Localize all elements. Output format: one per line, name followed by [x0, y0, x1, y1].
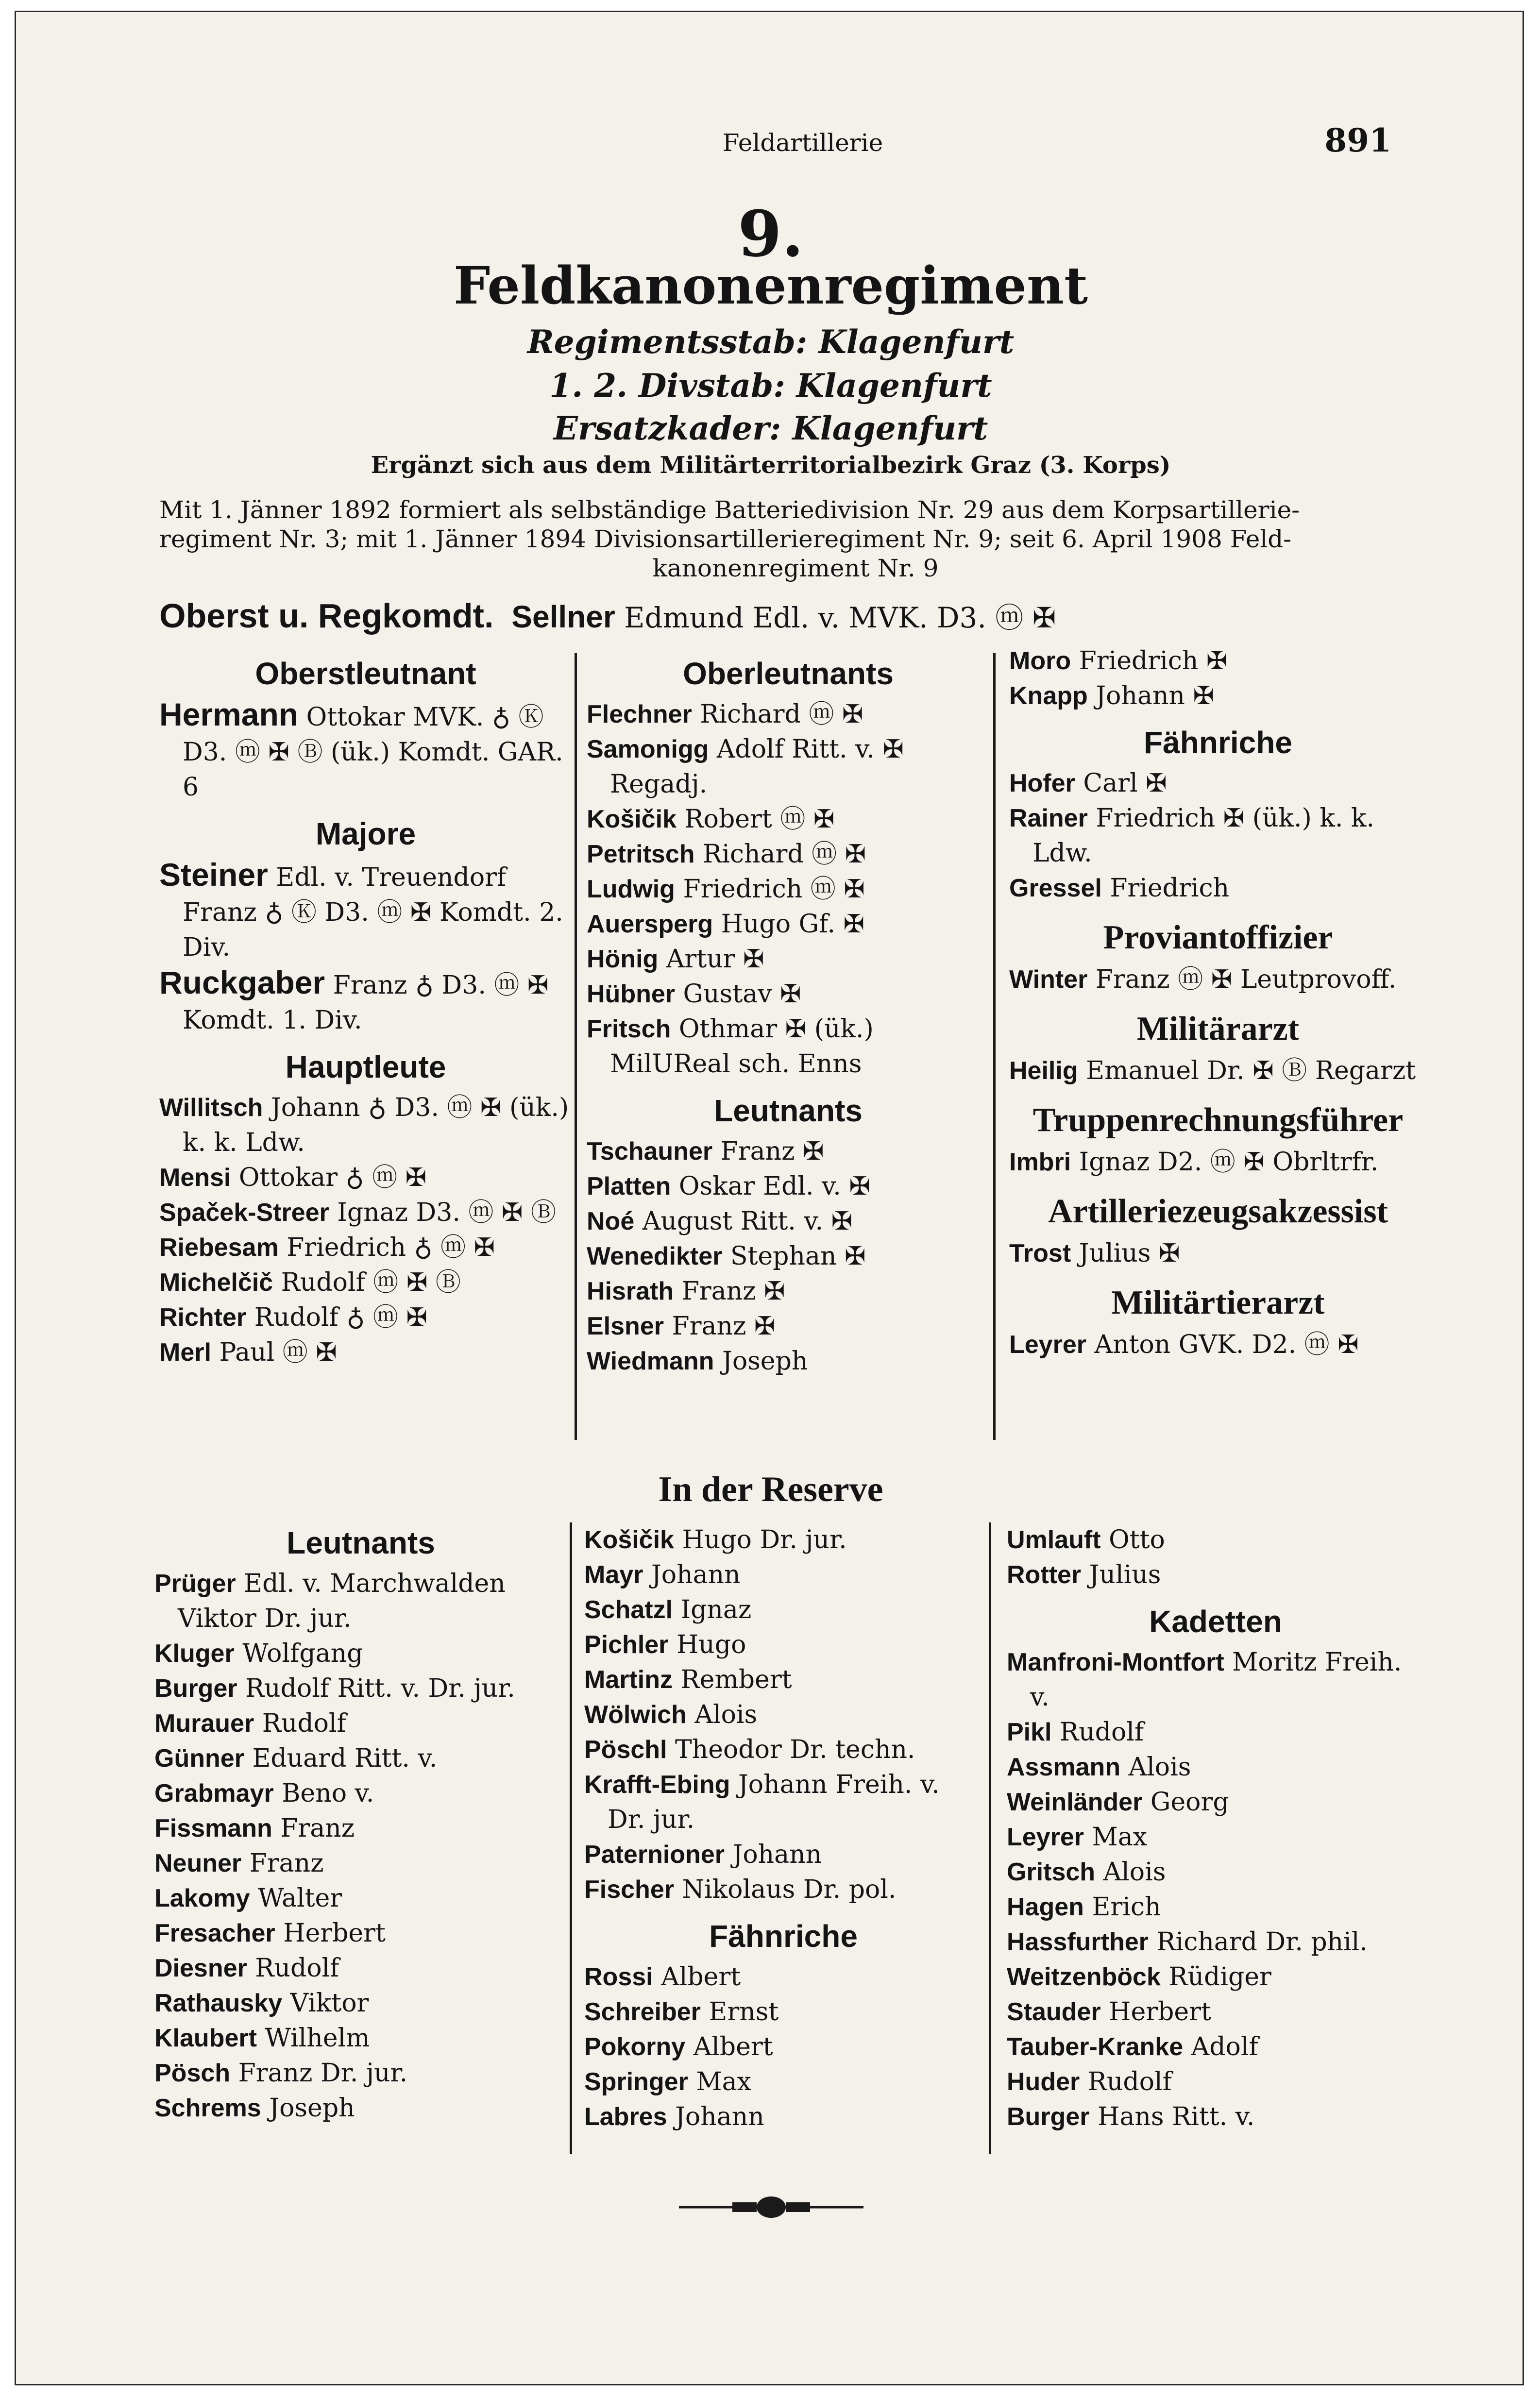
officer-entry: [587, 1274, 990, 1309]
officer-details: Viktor: [290, 1989, 369, 2018]
officer-entry: [1009, 1327, 1427, 1362]
officer-surname: Fresacher: [154, 1919, 275, 1947]
officer-entry: [154, 1811, 567, 1846]
officer-entry: [584, 1557, 982, 1592]
end-ornament: [679, 2193, 863, 2222]
officer-details: Max: [696, 2067, 751, 2096]
officer-entry: [587, 942, 990, 977]
officer-entry: [587, 802, 990, 837]
officer-details: Hans Ritt. v.: [1098, 2102, 1255, 2131]
officer-entry: [1007, 1750, 1424, 1785]
officer-details: Erich: [1092, 1892, 1161, 1922]
section-heading: Militärtierarzt: [1111, 1284, 1325, 1321]
officer-surname: Pichler: [584, 1631, 669, 1659]
officer-surname: Trost: [1009, 1239, 1071, 1267]
officer-surname: Ludwig: [587, 875, 675, 903]
officer-details: Georg: [1150, 1788, 1229, 1817]
officer-surname: Hisrath: [587, 1277, 674, 1305]
reserve-title: In der Reserve: [658, 1470, 883, 1509]
section-heading: Fähnriche: [709, 1919, 858, 1954]
officer-surname: Elsner: [587, 1312, 664, 1340]
officer-surname: Schrems: [154, 2094, 261, 2122]
history-line: Mit 1. Jänner 1892 formiert als selbständige Batteriedivision Nr. 29 aus dem Korpsartillerie-: [159, 496, 1300, 524]
section-heading: Truppenrechnungsführer: [1032, 1101, 1404, 1139]
officer-details: Gustav ✠: [683, 980, 801, 1009]
officer-details: Friedrich: [1110, 874, 1230, 903]
officer-details: Friedrich ♁ ⓜ ✠: [287, 1233, 495, 1262]
officer-surname: Auersperg: [587, 910, 713, 938]
officer-entry: [159, 697, 572, 805]
officer-details: Rembert: [680, 1665, 792, 1694]
officer-surname: Samonigg: [587, 735, 709, 763]
officer-details: Albert: [693, 2032, 773, 2061]
officer-entry: [584, 2029, 982, 2064]
officer-surname: Weinländer: [1007, 1788, 1143, 1816]
officer-details: Robert ⓜ ✠: [684, 805, 835, 834]
officer-details: Franz ♁ D3. ⓜ ✠ Komdt. 1. Div.: [183, 971, 549, 1035]
column-divider: [575, 653, 577, 1440]
book-page: [15, 11, 1524, 2385]
subtitle-regimentsstab: Regimentsstab: Klagenfurt: [527, 323, 1015, 361]
officer-details: Franz ✠: [672, 1312, 776, 1341]
officer-surname: Kluger: [154, 1639, 235, 1668]
history-line: regiment Nr. 3; mit 1. Jänner 1894 Divisionsartillerieregiment Nr. 9; seit 6. April 1908 Feld-: [159, 525, 1292, 553]
officer-surname: Huder: [1007, 2068, 1080, 2096]
active-column-1: [159, 653, 572, 1370]
officer-surname: Merl: [159, 1338, 211, 1367]
section-heading: Hauptleute: [285, 1049, 446, 1084]
supplement-note: Ergänzt sich aus dem Militärterritorialbezirk Graz (3. Korps): [371, 452, 1171, 479]
officer-surname: Pöschl: [584, 1736, 667, 1764]
section-heading: Proviantoffizier: [1103, 919, 1333, 956]
officer-details: Artur ✠: [666, 945, 764, 974]
officer-surname: Noé: [587, 1207, 635, 1235]
officer-surname: Hübner: [587, 980, 675, 1008]
officer-entry: [587, 1204, 990, 1239]
officer-surname: Paternioner: [584, 1841, 725, 1869]
officer-surname: Schatzl: [584, 1596, 673, 1624]
officer-entry: [1007, 2064, 1424, 2099]
officer-surname: Labres: [584, 2103, 667, 2131]
officer-surname: Springer: [584, 2068, 688, 2096]
section-heading: Leutnants: [287, 1525, 435, 1560]
officer-details: Rudolf: [262, 1709, 346, 1738]
officer-details: Richard ⓜ ✠: [700, 700, 863, 729]
officer-details: Rüdiger: [1168, 1962, 1271, 1992]
officer-details: Nikolaus Dr. pol.: [682, 1875, 897, 1904]
column-divider: [993, 653, 996, 1440]
officer-entry: [159, 1300, 572, 1335]
officer-details: Carl ✠: [1083, 769, 1167, 798]
officer-surname: Spaček-Streer: [159, 1199, 329, 1227]
officer-entry: [1009, 643, 1427, 678]
officer-details: Julius: [1089, 1560, 1161, 1589]
commander-line: [159, 595, 1056, 636]
officer-details: Richard ⓜ ✠: [703, 840, 866, 869]
officer-entry: [154, 2091, 567, 2126]
officer-details: Edl. v. Treuendorf Franz ♁ Ⓚ D3. ⓜ ✠ Komdt. 2. Div.: [183, 863, 563, 962]
officer-details: Julius ✠: [1079, 1239, 1180, 1268]
officer-entry: [587, 977, 990, 1012]
section-heading: Leutnants: [714, 1093, 863, 1128]
officer-surname: Neuner: [154, 1849, 242, 1877]
officer-surname: Steiner: [159, 857, 268, 893]
column-divider: [989, 1522, 991, 2154]
active-column-3: [1009, 643, 1427, 1362]
officer-surname: Fissmann: [154, 1814, 272, 1842]
officer-entry: [159, 1230, 572, 1265]
page-number: 891: [1324, 121, 1391, 159]
officer-entry: [159, 1335, 572, 1370]
officer-details: Franz ✠: [720, 1137, 824, 1166]
officer-surname: Gritsch: [1007, 1858, 1096, 1886]
officer-entry: [1009, 962, 1427, 997]
officer-entry: [1007, 2029, 1424, 2064]
officer-details: Ottokar ♁ ⓜ ✠: [238, 1163, 427, 1192]
officer-surname: Ruckgaber: [159, 964, 325, 1000]
officer-details: Johann Freih. v. Dr. jur.: [608, 1770, 940, 1834]
officer-entry: [584, 1872, 982, 1907]
regiment-history: [159, 495, 1432, 583]
section-heading: Oberleutnants: [683, 656, 894, 691]
officer-entry: [584, 1732, 982, 1767]
officer-entry: [154, 1671, 567, 1706]
officer-surname: Hönig: [587, 945, 659, 973]
officer-entry: [154, 2021, 567, 2056]
officer-surname: Manfroni-Montfort: [1007, 1648, 1224, 1676]
officer-entry: [587, 1012, 990, 1081]
officer-surname: Wenedikter: [587, 1242, 723, 1270]
officer-entry: [1007, 1645, 1424, 1715]
officer-entry: [587, 872, 990, 907]
officer-surname: Krafft-Ebing: [584, 1771, 730, 1799]
officer-entry: [587, 1344, 990, 1379]
officer-entry: [1009, 766, 1427, 801]
section-heading: Militärarzt: [1136, 1010, 1300, 1047]
officer-surname: Burger: [154, 1674, 237, 1703]
history-line: kanonenregiment Nr. 9: [652, 554, 939, 582]
officer-entry: [587, 1134, 990, 1169]
officer-details: Franz: [249, 1849, 324, 1878]
officer-details: Ignaz D2. ⓜ ✠ Obrltrfr.: [1079, 1148, 1379, 1177]
officer-entry: [1009, 678, 1427, 713]
officer-entry: [154, 1916, 567, 1951]
commander-rank: Oberst u. Regkomdt.: [159, 597, 494, 635]
officer-entry: [159, 857, 572, 965]
officer-surname: Wiedmann: [587, 1347, 714, 1375]
officer-entry: [1007, 1890, 1424, 1925]
subtitle-ersatzkader: Ersatzkader: Klagenfurt: [553, 409, 988, 447]
officer-details: Rudolf Ritt. v. Dr. jur.: [245, 1674, 515, 1703]
officer-details: Hugo: [676, 1630, 746, 1659]
officer-surname: Burger: [1007, 2103, 1090, 2131]
officer-details: Johann: [675, 2102, 764, 2131]
officer-surname: Martinz: [584, 1666, 673, 1694]
officer-entry: [584, 2099, 982, 2134]
officer-surname: Flechner: [587, 700, 692, 728]
officer-details: Rudolf: [1060, 1718, 1144, 1747]
officer-entry: [154, 1636, 567, 1671]
officer-surname: Fritsch: [587, 1015, 671, 1043]
officer-entry: [587, 837, 990, 872]
officer-details: Theodor Dr. techn.: [675, 1735, 915, 1764]
officer-surname: Pikl: [1007, 1718, 1052, 1746]
officer-surname: Stauder: [1007, 1998, 1101, 2026]
regiment-number: 9.: [738, 197, 804, 271]
officer-surname: Platten: [587, 1172, 671, 1200]
officer-details: Franz ✠: [681, 1277, 785, 1306]
officer-details: Beno v.: [282, 1779, 374, 1808]
officer-details: Hugo Dr. jur.: [682, 1525, 847, 1554]
officer-surname: Weitzenböck: [1007, 1963, 1161, 1991]
officer-surname: Richter: [159, 1303, 247, 1332]
running-title: Feldartillerie: [722, 129, 883, 157]
officer-entry: [584, 1960, 982, 1994]
officer-entry: [159, 1195, 572, 1230]
officer-details: Herbert: [1109, 1997, 1211, 2027]
officer-surname: Günner: [154, 1744, 244, 1773]
officer-details: Paul ⓜ ✠: [219, 1338, 337, 1367]
officer-surname: Tauber-Kranke: [1007, 2033, 1184, 2061]
officer-entry: [1009, 1145, 1427, 1180]
officer-surname: Murauer: [154, 1709, 254, 1738]
officer-surname: Knapp: [1009, 682, 1088, 710]
officer-surname: Winter: [1009, 965, 1088, 994]
officer-surname: Umlauft: [1007, 1526, 1101, 1554]
officer-details: Othmar ✠ (ük.) MilUReal sch. Enns: [610, 1014, 874, 1079]
officer-entry: [1007, 1715, 1424, 1750]
officer-entry: [154, 1986, 567, 2021]
officer-entry: [159, 1160, 572, 1195]
officer-details: Ottokar MVK. ♁ Ⓚ D3. ⓜ ✠ Ⓑ (ük.) Komdt. GAR. 6: [183, 703, 563, 802]
officer-entry: [587, 732, 990, 802]
officer-details: Wolfgang: [242, 1639, 363, 1668]
officer-entry: [1007, 1557, 1424, 1592]
officer-details: Rudolf: [1087, 2067, 1172, 2096]
reserve-column-2: [584, 1522, 982, 2134]
officer-surname: Rathausky: [154, 1989, 282, 2017]
reserve-column-1: [154, 1522, 567, 2126]
officer-entry: [584, 1767, 982, 1837]
officer-details: Alois: [1103, 1858, 1166, 1887]
reserve-column-3: [1007, 1522, 1424, 2134]
officer-surname: Rossi: [584, 1963, 653, 1991]
officer-entry: [159, 1265, 572, 1300]
officer-entry: [1007, 1820, 1424, 1855]
officer-details: Herbert: [283, 1919, 386, 1948]
commander-name: Sellner: [511, 599, 615, 634]
officer-entry: [154, 1951, 567, 1986]
officer-surname: Leyrer: [1009, 1331, 1086, 1359]
officer-details: Friedrich ✠: [1079, 646, 1228, 676]
officer-surname: Diesner: [154, 1954, 247, 1982]
officer-entry: [1009, 801, 1427, 871]
column-divider: [570, 1522, 572, 2154]
officer-entry: [584, 2064, 982, 2099]
officer-details: Johann: [651, 1560, 741, 1589]
section-heading: Artilleriezeugsakzessist: [1048, 1193, 1388, 1230]
officer-surname: Willitsch: [159, 1094, 263, 1122]
officer-details: Edl. v. Marchwalden Viktor Dr. jur.: [178, 1569, 506, 1633]
officer-entry: [1009, 871, 1427, 906]
officer-surname: Michelčič: [159, 1268, 273, 1297]
officer-details: Adolf: [1191, 2032, 1258, 2061]
officer-entry: [1007, 1960, 1424, 1994]
officer-details: Stephan ✠: [730, 1242, 866, 1271]
officer-entry: [584, 1837, 982, 1872]
officer-surname: Pösch: [154, 2059, 231, 2087]
officer-surname: Assmann: [1007, 1753, 1121, 1781]
officer-details: Anton GVK. D2. ⓜ ✠: [1094, 1330, 1359, 1359]
commander-details: Edmund Edl. v. MVK. D3. ⓜ ✠: [624, 601, 1056, 634]
officer-surname: Klaubert: [154, 2024, 257, 2052]
officer-surname: Grabmayr: [154, 1779, 274, 1808]
officer-details: Ignaz: [680, 1595, 752, 1624]
officer-details: Franz: [280, 1814, 355, 1843]
officer-entry: [154, 1881, 567, 1916]
officer-surname: Hagen: [1007, 1893, 1084, 1921]
officer-details: Ignaz D3. ⓜ ✠ Ⓑ: [337, 1198, 557, 1227]
officer-surname: Wölwich: [584, 1701, 687, 1729]
officer-surname: Gressel: [1009, 874, 1102, 902]
officer-surname: Tschauner: [587, 1137, 713, 1166]
officer-details: August Ritt. v. ✠: [642, 1207, 853, 1236]
officer-details: Johann ♁ D3. ⓜ ✠ (ük.) k. k. Ldw.: [183, 1093, 569, 1157]
officer-entry: [154, 1741, 567, 1776]
officer-details: Rudolf: [255, 1954, 339, 1983]
officer-details: Franz ⓜ ✠ Leutprovoff.: [1095, 965, 1397, 994]
officer-details: Richard Dr. phil.: [1156, 1927, 1368, 1957]
officer-entry: [584, 1662, 982, 1697]
officer-surname: Mensi: [159, 1164, 231, 1192]
subtitle-divstab: 1. 2. Divstab: Klagenfurt: [549, 367, 992, 405]
officer-entry: [584, 1994, 982, 2029]
officer-details: Alois: [694, 1700, 758, 1729]
officer-surname: Imbri: [1009, 1148, 1071, 1176]
officer-entry: [1007, 1785, 1424, 1820]
officer-entry: [1007, 1994, 1424, 2029]
officer-details: Joseph: [269, 2094, 355, 2123]
officer-surname: Lakomy: [154, 1884, 250, 1912]
officer-details: Johann: [732, 1840, 822, 1869]
officer-entry: [584, 1522, 982, 1557]
officer-entry: [159, 965, 572, 1038]
officer-surname: Hermann: [159, 696, 299, 732]
officer-surname: Prüger: [154, 1570, 236, 1598]
regiment-title: Feldkanonenregiment: [453, 255, 1088, 316]
officer-entry: [584, 1627, 982, 1662]
officer-surname: Pokorny: [584, 2033, 686, 2061]
officer-surname: Petritsch: [587, 840, 695, 868]
officer-details: Hugo Gf. ✠: [721, 910, 865, 939]
officer-surname: Košičik: [584, 1526, 674, 1554]
officer-details: Alois: [1128, 1753, 1191, 1782]
officer-surname: Moro: [1009, 647, 1071, 675]
officer-entry: [587, 1239, 990, 1274]
officer-surname: Rotter: [1007, 1561, 1082, 1589]
officer-surname: Fischer: [584, 1875, 674, 1904]
officer-entry: [587, 1309, 990, 1344]
officer-surname: Riebesam: [159, 1233, 279, 1262]
officer-entry: [587, 1169, 990, 1204]
officer-entry: [1007, 1855, 1424, 1890]
officer-surname: Leyrer: [1007, 1823, 1084, 1851]
section-heading: Fähnriche: [1144, 725, 1292, 760]
officer-entry: [587, 907, 990, 942]
officer-surname: Mayr: [584, 1561, 643, 1589]
officer-entry: [1009, 1236, 1427, 1271]
officer-surname: Schreiber: [584, 1998, 701, 2026]
officer-details: Albert: [661, 1962, 741, 1992]
officer-entry: [584, 1697, 982, 1732]
officer-details: Franz Dr. jur.: [238, 2059, 408, 2088]
section-heading: Kadetten: [1149, 1604, 1282, 1639]
active-column-2: [587, 653, 990, 1379]
officer-surname: Košičik: [587, 805, 677, 833]
officer-details: Wilhelm: [265, 2024, 370, 2053]
officer-details: Rudolf ♁ ⓜ ✠: [254, 1303, 427, 1332]
officer-surname: Rainer: [1009, 804, 1088, 832]
officer-details: Friedrich ⓜ ✠: [683, 875, 865, 904]
officer-details: Rudolf ⓜ ✠ Ⓑ: [281, 1268, 461, 1297]
officer-entry: [1007, 1522, 1424, 1557]
officer-details: Adolf Ritt. v. ✠ Regadj.: [610, 735, 904, 799]
officer-entry: [587, 697, 990, 732]
officer-entry: [1007, 2099, 1424, 2134]
officer-entry: [154, 1846, 567, 1881]
officer-details: Eduard Ritt. v.: [252, 1744, 438, 1773]
officer-details: Ernst: [709, 1997, 779, 2027]
officer-details: Johann ✠: [1096, 681, 1215, 710]
officer-entry: [154, 1706, 567, 1741]
officer-surname: Heilig: [1009, 1057, 1078, 1085]
officer-entry: [1007, 1925, 1424, 1960]
section-heading: Oberstleutnant: [255, 656, 476, 691]
officer-details: Otto: [1109, 1525, 1165, 1554]
officer-entry: [154, 2056, 567, 2091]
officer-entry: [154, 1566, 567, 1636]
officer-details: Emanuel Dr. ✠ Ⓑ Regarzt: [1086, 1056, 1416, 1085]
officer-entry: [159, 1090, 572, 1160]
officer-entry: [1009, 1053, 1427, 1088]
section-heading: Majore: [315, 816, 416, 851]
officer-surname: Hassfurther: [1007, 1928, 1149, 1956]
officer-surname: Hofer: [1009, 769, 1075, 797]
officer-entry: [584, 1592, 982, 1627]
officer-details: Moritz Freih. v.: [1030, 1648, 1402, 1712]
officer-entry: [154, 1776, 567, 1811]
officer-details: Joseph: [722, 1347, 808, 1376]
officer-details: Max: [1092, 1823, 1148, 1852]
officer-details: Walter: [258, 1884, 342, 1913]
officer-details: Oskar Edl. v. ✠: [678, 1172, 870, 1201]
officer-details: Friedrich ✠ (ük.) k. k. Ldw.: [1032, 804, 1374, 868]
